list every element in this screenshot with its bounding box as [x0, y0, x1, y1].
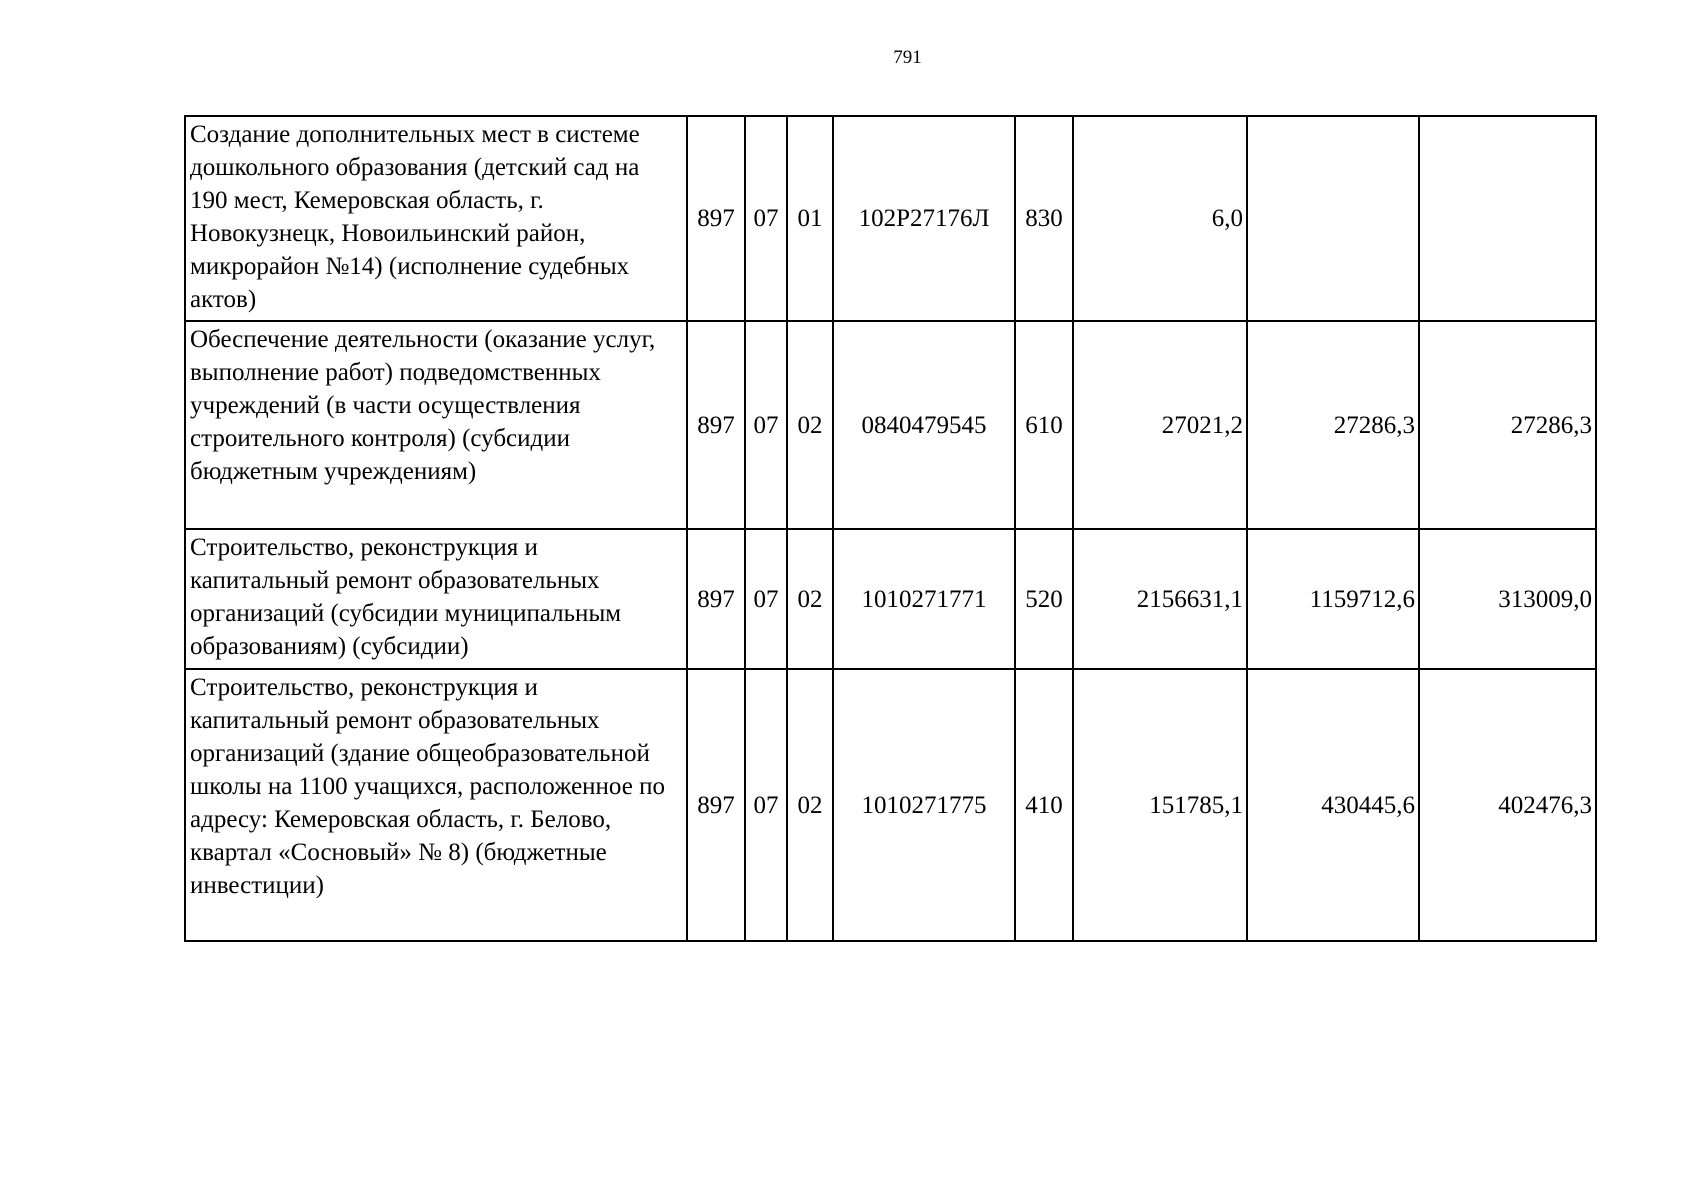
ministry-code: 897: [687, 116, 745, 321]
page-number: 791: [893, 47, 922, 68]
table-row: [185, 321, 1596, 529]
subsection-code: 01: [787, 116, 833, 321]
sum-year-3: 402476,3: [1419, 669, 1596, 941]
section-code: 07: [745, 529, 787, 669]
table-row: [185, 529, 1596, 669]
sum-year-2: 430445,6: [1247, 669, 1419, 941]
row-description: Создание дополнительных мест в системе дошкольного образования (детский сад на 190 мест, Кемеровская область, г. Новокузнецк, Новоильинский район, микрорайон №14) (исполнение судебных актов): [185, 116, 687, 321]
budget-table: [184, 115, 1597, 942]
target-article-code: 102Р27176Л: [833, 116, 1015, 321]
row-description: Обеспечение деятельности (оказание услуг, выполнение работ) подведомственных учреждений (в части осуществления строительного контроля) (субсидии бюджетным учреждениям): [185, 321, 687, 529]
sum-year-1: 6,0: [1073, 116, 1247, 321]
sum-year-3: 313009,0: [1419, 529, 1596, 669]
sum-year-3: [1419, 116, 1596, 321]
subsection-code: 02: [787, 669, 833, 941]
sum-year-2: [1247, 116, 1419, 321]
expense-type-code: 410: [1015, 669, 1073, 941]
target-article-code: 0840479545: [833, 321, 1015, 529]
ministry-code: 897: [687, 529, 745, 669]
sum-year-2: 27286,3: [1247, 321, 1419, 529]
section-code: 07: [745, 669, 787, 941]
subsection-code: 02: [787, 529, 833, 669]
sum-year-1: 2156631,1: [1073, 529, 1247, 669]
row-description: Строительство, реконструкция и капитальный ремонт образовательных организаций (субсидии муниципальным образованиям) (субсидии): [185, 529, 687, 669]
row-description: Строительство, реконструкция и капитальный ремонт образовательных организаций (здание общеобразовательной школы на 1100 учащихся, расположенное по адресу: Кемеровская область, г. Белово, квартал «Сосновый» № 8) (бюджетные инвестиции): [185, 669, 687, 941]
section-code: 07: [745, 116, 787, 321]
subsection-code: 02: [787, 321, 833, 529]
target-article-code: 1010271771: [833, 529, 1015, 669]
sum-year-2: 1159712,6: [1247, 529, 1419, 669]
table-row: [185, 116, 1596, 321]
expense-type-code: 830: [1015, 116, 1073, 321]
target-article-code: 1010271775: [833, 669, 1015, 941]
expense-type-code: 610: [1015, 321, 1073, 529]
ministry-code: 897: [687, 669, 745, 941]
ministry-code: 897: [687, 321, 745, 529]
sum-year-1: 151785,1: [1073, 669, 1247, 941]
section-code: 07: [745, 321, 787, 529]
table-row: [185, 669, 1596, 941]
expense-type-code: 520: [1015, 529, 1073, 669]
sum-year-3: 27286,3: [1419, 321, 1596, 529]
sum-year-1: 27021,2: [1073, 321, 1247, 529]
